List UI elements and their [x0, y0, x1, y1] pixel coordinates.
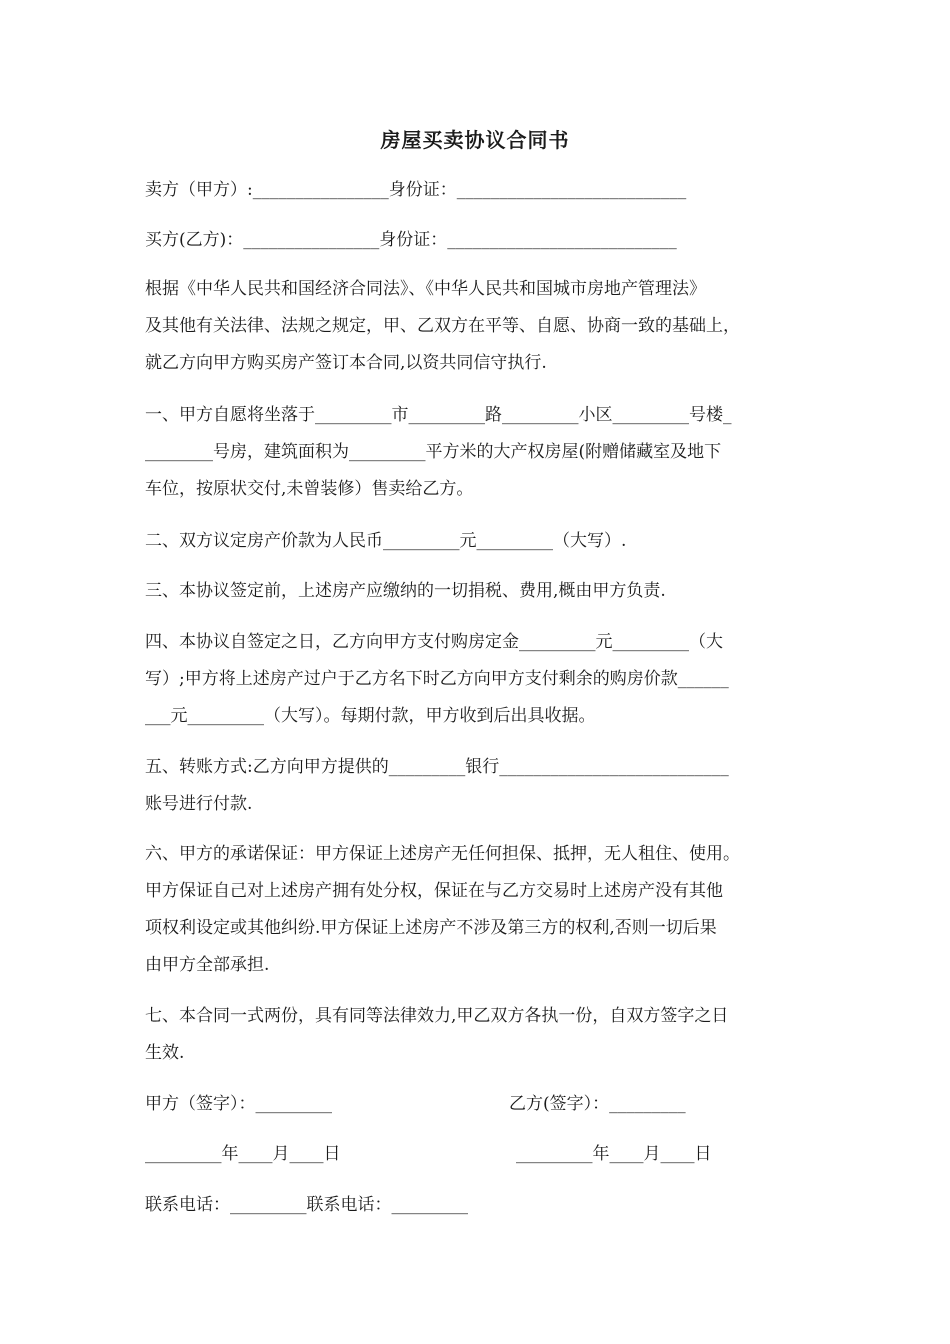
seller-line: 卖方（甲方）:________________身份证：___________________________	[145, 180, 687, 200]
clause-6-line-1: 六、甲方的承诺保证：甲方保证上述房产无任何担保、抵押，无人租住、使用。	[145, 844, 740, 864]
preamble-line-1: 根据《中华人民共和国经济合同法》、《中华人民共和国城市房地产管理法》	[145, 279, 706, 299]
preamble-line-3: 就乙方向甲方购买房产签订本合同,以资共同信守执行.	[145, 353, 547, 373]
clause-1-line-2: ________号房，建筑面积为_________平方米的大产权房屋(附赠储藏室及地下	[145, 442, 722, 462]
clause-1-line-1: 一、甲方自愿将坐落于_________市_________路_________小区_________号楼_	[145, 405, 732, 425]
clause-3-line: 三、本协议签定前，上述房产应缴纳的一切捐税、费用,概由甲方负责.	[145, 581, 666, 601]
preamble-line-2: 及其他有关法律、法规之规定，甲、乙双方在平等、自愿、协商一致的基础上，	[145, 316, 740, 336]
clause-4-line-1: 四、本协议自签定之日，乙方向甲方支付购房定金_________元_________（大	[145, 632, 723, 652]
party-b-date: _________年____月____日	[516, 1144, 712, 1164]
clause-5-line-2: 账号进行付款.	[145, 794, 253, 814]
clause-7-line-2: 生效.	[145, 1043, 185, 1063]
party-b-signature: 乙方(签字）：_________	[509, 1094, 686, 1114]
clause-7-line-1: 七、本合同一式两份，具有同等法律效力,甲乙双方各执一份，自双方签字之日	[145, 1006, 729, 1026]
clause-6-line-3: 项权利设定或其他纠纷.甲方保证上述房产不涉及第三方的权利,否则一切后果	[145, 918, 717, 938]
contact-phones: 联系电话：_________联系电话：_________	[145, 1195, 468, 1215]
clause-1-line-3: 车位，按原状交付,未曾装修）售卖给乙方。	[145, 479, 474, 499]
document-title: 房屋买卖协议合同书	[380, 128, 570, 152]
clause-6-line-4: 由甲方全部承担.	[145, 955, 270, 975]
party-a-date: _________年____月____日	[145, 1144, 341, 1164]
clause-5-line-1: 五、转账方式:乙方向甲方提供的_________银行___________________________	[145, 757, 729, 777]
buyer-line: 买方(乙方)：________________身份证：___________________________	[145, 230, 677, 250]
clause-2-line: 二、双方议定房产价款为人民币_________元_________（大写）.	[145, 531, 627, 551]
clause-6-line-2: 甲方保证自己对上述房产拥有处分权，保证在与乙方交易时上述房产没有其他	[145, 881, 723, 901]
clause-4-line-2: 写）;甲方将上述房产过户于乙方名下时乙方向甲方支付剩余的购房价款______	[145, 669, 729, 689]
party-a-signature: 甲方（签字）：_________	[145, 1094, 332, 1114]
clause-4-line-3: ___元_________（大写）。每期付款，甲方收到后出具收据。	[145, 706, 596, 726]
